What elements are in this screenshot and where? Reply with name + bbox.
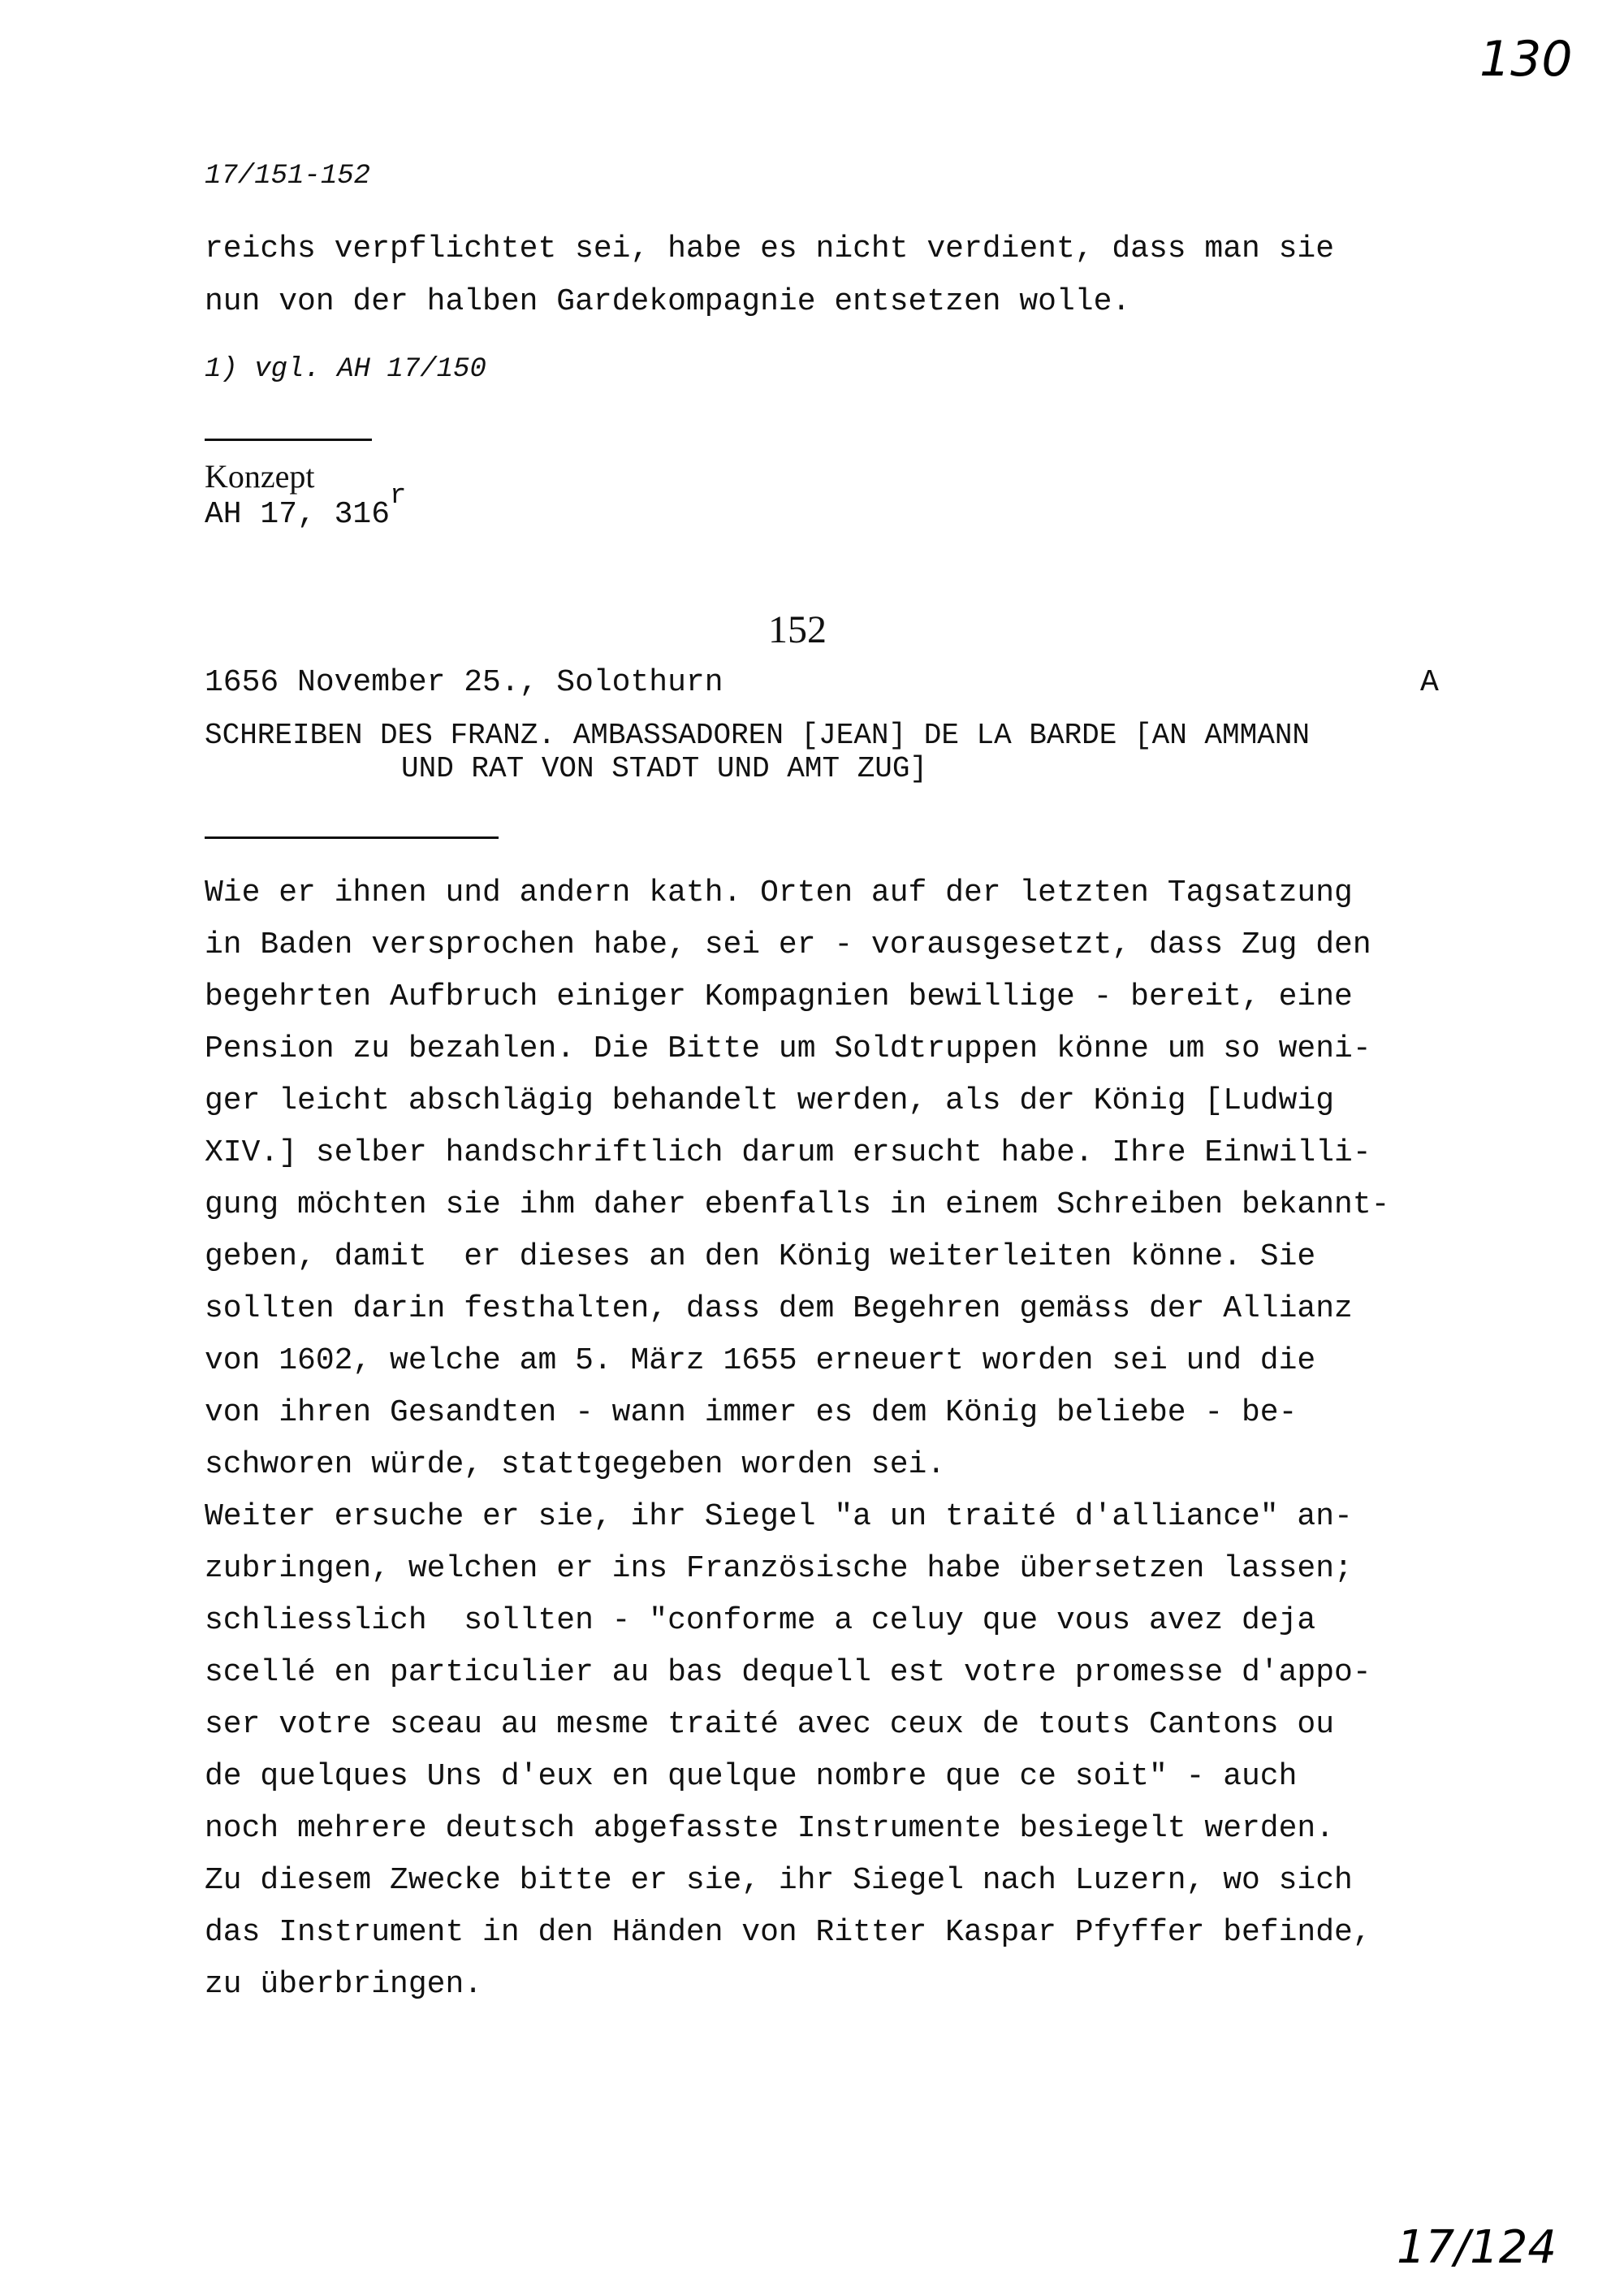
body-line: Weiter ersuche er sie, ihr Siegel "a un traité d'alliance" an- xyxy=(205,1499,1353,1534)
body-line: geben, damit er dieses an den König weiterleiten könne. Sie xyxy=(205,1239,1316,1274)
carryover-line: reichs verpflichtet sei, habe es nicht verdient, dass man sie xyxy=(205,231,1335,266)
body-line: von ihren Gesandten - wann immer es dem König beliebe - be- xyxy=(205,1395,1298,1430)
body-line: Wie er ihnen und andern kath. Orten auf der letzten Tagsatzung xyxy=(205,875,1353,910)
body-line: das Instrument in den Händen von Ritter Kaspar Pfyffer befinde, xyxy=(205,1915,1371,1950)
divider xyxy=(205,836,499,839)
carryover-line: nun von der halben Gardekompagnie entsetzen wolle. xyxy=(205,284,1131,319)
document-title-line: UND RAT VON STADT UND AMT ZUG] xyxy=(401,752,928,785)
body-line: sollten darin festhalten, dass dem Begehren gemäss der Allianz xyxy=(205,1291,1353,1326)
divider xyxy=(205,439,372,441)
dateline-letter: A xyxy=(1420,665,1439,700)
body-line: von 1602, welche am 5. März 1655 erneuert worden sei und die xyxy=(205,1343,1316,1378)
body-line: schliesslich sollten - "conforme a celuy que vous avez deja xyxy=(205,1603,1316,1638)
body-line: zu überbringen. xyxy=(205,1967,483,2002)
source-ref-text: AH 17, 316 xyxy=(205,497,391,532)
header-reference: 17/151-152 xyxy=(205,161,371,192)
body-line: in Baden versprochen habe, sei er - vorausgesetzt, dass Zug den xyxy=(205,927,1371,962)
document-title-line: SCHREIBEN DES FRANZ. AMBASSADOREN [JEAN] DE LA BARDE [AN AMMANN xyxy=(205,719,1311,752)
body-line: Pension zu bezahlen. Die Bitte um Soldtruppen könne um so weni- xyxy=(205,1031,1371,1066)
body-line: ger leicht abschlägig behandelt werden, als der König [Ludwig xyxy=(205,1083,1335,1118)
body-line: Zu diesem Zwecke bitte er sie, ihr Siegel nach Luzern, wo sich xyxy=(205,1863,1353,1898)
footnote: 1) vgl. AH 17/150 xyxy=(205,354,486,385)
document-number: 152 xyxy=(768,608,827,651)
body-line: begehrten Aufbruch einiger Kompagnien bewillige - bereit, eine xyxy=(205,979,1353,1014)
body-line: gung möchten sie ihm daher ebenfalls in einem Schreiben bekannt- xyxy=(205,1187,1390,1222)
handwritten-page-number: 130 xyxy=(1479,31,1573,88)
body-line: ser votre sceau au mesme traité avec ceux de touts Cantons ou xyxy=(205,1707,1335,1742)
source-label: Konzept xyxy=(205,458,315,495)
body-line: XIV.] selber handschriftlich darum ersucht habe. Ihre Einwilli- xyxy=(205,1135,1371,1170)
dateline-date-place: 1656 November 25., Solothurn xyxy=(205,665,723,700)
body-line: schworen würde, stattgegeben worden sei. xyxy=(205,1447,946,1482)
body-line: noch mehrere deutsch abgefasste Instrumente besiegelt werden. xyxy=(205,1811,1335,1846)
handwritten-folio: 17/124 xyxy=(1397,2221,1557,2274)
source-ref xyxy=(205,481,407,532)
source-ref-superscript: r xyxy=(390,481,407,512)
body-line: de quelques Uns d'eux en quelque nombre que ce soit" - auch xyxy=(205,1759,1298,1794)
body-line: zubringen, welchen er ins Französische habe übersetzen lassen; xyxy=(205,1551,1353,1586)
body-line: scellé en particulier au bas dequell est votre promesse d'appo- xyxy=(205,1655,1371,1690)
